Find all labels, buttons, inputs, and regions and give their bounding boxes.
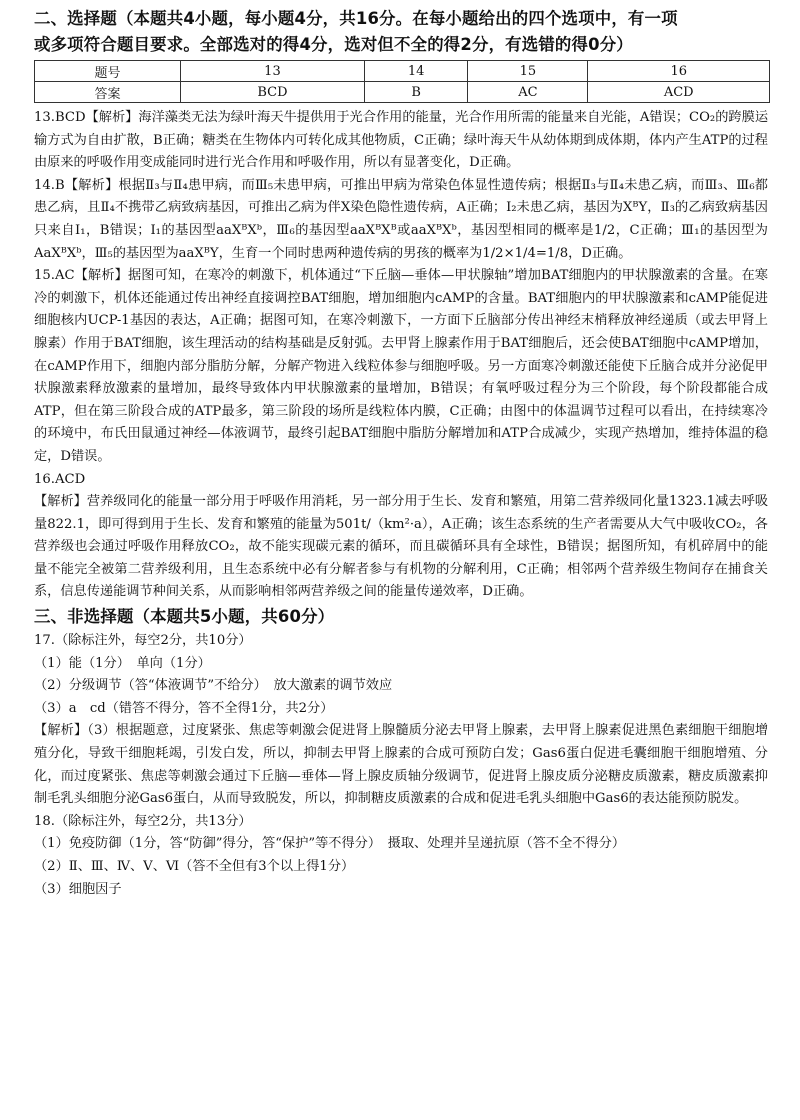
q16-text: 营养级同化的能量一部分用于呼吸作用消耗，另一部分用于生长、发育和繁殖，用第二营养级同化量1323.1减去呼吸量822.1，即可得到用于生长、发育和繁殖的能量为501t/（km²·a），A正确；该生态系统的生产者需要从大气中吸收CO₂，各营养级也会通过呼吸作用释放CO₂，故不能实现碳元素的循环，而且碳循环具有全球性，B错误；据图所知，有机碎屑中的能量不能完全被第二营养级利用，且生态系统中必有分解者参与有机物的分解利用，C正确；相邻两个营养级生物间存在捕食关系，信息传递能调节种间关系，从而影响相邻两营养级之间的能量传递效率，D正确。	[34, 494, 769, 600]
answer-cell: BCD	[181, 82, 365, 103]
q17-header: 17.（除标注外，每空2分，共10分）	[34, 633, 252, 649]
question-number-cell: 14	[364, 61, 468, 82]
answer-table	[34, 60, 770, 103]
q14-analysis-tag: 【解析】	[64, 177, 119, 193]
answer-cell: AC	[468, 82, 588, 103]
q18-answer-1: （1）免疫防御（1分，答“防御”得分，答“保护”等不得分） 摄取、处理并呈递抗原（答不全不得分）	[34, 836, 626, 852]
q14-text: 根据Ⅱ₃与Ⅱ₄患甲病，而Ⅲ₅未患甲病，可推出甲病为常染色体显性遗传病；根据Ⅱ₃与Ⅱ₄未患乙病，而Ⅲ₃、Ⅲ₆都患乙病，且Ⅱ₄不携带乙病致病基因，可推出乙病为伴X染色隐性遗传病，A正确；I₂未患乙病，基因为XᴮY，Ⅱ₃的乙病致病基因只来自I₁，B错误；I₁的基因型aaXᴮXᵇ，Ⅲ₆的基因型aaXᴮXᴮ或aaXᴮXᵇ，基因型相同的概率是1/2，C正确；Ⅲ₁的基因型为AaXᴮXᵇ，Ⅲ₅的基因型为aaXᴮY，生育一个同时患两种遗传病的男孩的概率为1/2×1/4=1/8，D正确。	[34, 177, 768, 261]
section2-heading-line2: 或多项符合题目要求。全部选对的得4分，选对但不全的得2分，有选错的得0分）	[34, 35, 633, 54]
q16-analysis-tag: 【解析】	[34, 494, 87, 510]
q15-analysis-tag: 【解析】	[74, 268, 128, 284]
q18-answer-3: （3）细胞因子	[34, 881, 122, 897]
q14-explanation	[34, 175, 768, 265]
q13-explanation	[34, 107, 768, 175]
q15-explanation	[34, 265, 768, 468]
answer-cell: B	[364, 82, 468, 103]
q15-text: 据图可知，在寒冷的刺激下，机体通过“下丘脑—垂体—甲状腺轴”增加BAT细胞内的甲状腺激素的含量。在寒冷的刺激下，机体还能通过传出神经直接调控BAT细胞，增加细胞内cAMP的含量。BAT细胞内的甲状腺激素和cAMP能促进细胞核内UCP-1基因的表达，A正确；据图可知，在寒冷刺激下，一方面下丘脑部分传出神经末梢释放神经递质（或去甲肾上腺素）作用于BAT细胞，该生理活动的结构基础是反射弧。去甲肾上腺素作用于BAT细胞后，还会使BAT细胞中cAMP增加，在cAMP作用下，细胞内部分脂肪分解，分解产物进入线粒体参与细胞呼吸。另一方面寒冷刺激还能使下丘脑合成并分泌促甲状腺激素释放激素的量增加，最终导致体内甲状腺激素的量增加，B错误；有氧呼吸过程分为三个阶段，每个阶段都能合成ATP，但在第三阶段合成的ATP最多，第三阶段的场所是线粒体内膜，C正确；由图中的体温调节过程可以看出，在持续寒冷的环境中，布氏田鼠通过神经—体液调节，最终引起BAT细胞中脂肪分解增加和ATP合成减少，实现产热增加，维持体温的稳定，D错误。	[34, 268, 768, 464]
question-number-label: 题号	[35, 61, 181, 82]
answer-label: 答案	[35, 82, 181, 103]
q17-answer-3: （3）a cd（错答不得分，答不全得1分，共2分）	[34, 700, 334, 716]
q18-answer-2: （2）Ⅱ、Ⅲ、Ⅳ、Ⅴ、Ⅵ（答不全但有3个以上得1分）	[34, 859, 355, 874]
section2-heading-line1: 二、选择题（本题共4小题，每小题4分，共16分。在每小题给出的四个选项中，有一项	[34, 9, 678, 28]
q15-answer: 15.AC	[34, 268, 75, 284]
q13-answer: 13.BCD	[34, 110, 86, 125]
q17-text: （3）根据题意，过度紧张、焦虑等刺激会促进肾上腺髓质分泌去甲肾上腺素，去甲肾上腺素促进黑色素细胞干细胞增殖分化，导致干细胞耗竭，引发白发，所以，抑制去甲肾上腺素的合成可预防白发；Gas6蛋白促进毛囊细胞干细胞增殖、分化，而过度紧张、焦虑等刺激会通过下丘脑—垂体—肾上腺皮质轴分级调节，促进肾上腺皮质分泌糖皮质激素，糖皮质激素抑制毛乳头细胞分泌Gas6蛋白，从而导致脱发，所以，抑制糖皮质激素的合成和促进毛乳头细胞中Gas6的表达能预防脱发。	[34, 723, 769, 807]
q13-text: 海洋藻类无法为绿叶海天牛提供用于光合作用的能量，光合作用所需的能量来自光能，A错误；CO₂的跨膜运输方式为自由扩散，B正确；糖类在生物体内可转化成其他物质，C正确；绿叶海天牛从幼体期到成体期，体内产生ATP的过程由原来的呼吸作用变成能同时进行光合作用和呼吸作用，所以有显著变化，D正确。	[34, 110, 768, 171]
question-number-cell: 16	[588, 61, 770, 82]
q17-answer-2: （2）分级调节（答“体液调节”不给分） 放大激素的调节效应	[34, 678, 393, 694]
answer-table-header-row	[35, 61, 770, 82]
q17-explanation	[34, 720, 768, 810]
answer-cell: ACD	[588, 82, 770, 103]
q14-answer: 14.B	[34, 177, 65, 193]
q18-header: 18.（除标注外，每空2分，共13分）	[34, 813, 252, 829]
q16-explanation	[34, 491, 768, 604]
q13-analysis-tag: 【解析】	[85, 110, 139, 125]
q17-analysis-tag: 【解析】	[34, 723, 88, 739]
section3-heading: 三、非选择题（本题共5小题，共60分）	[34, 607, 335, 627]
question-number-cell: 13	[181, 61, 365, 82]
q17-answer-1: （1）能（1分） 单向（1分）	[34, 655, 211, 671]
question-number-cell: 15	[468, 61, 588, 82]
q16-answer: 16.ACD	[34, 471, 86, 487]
answer-table-answer-row	[35, 82, 770, 103]
